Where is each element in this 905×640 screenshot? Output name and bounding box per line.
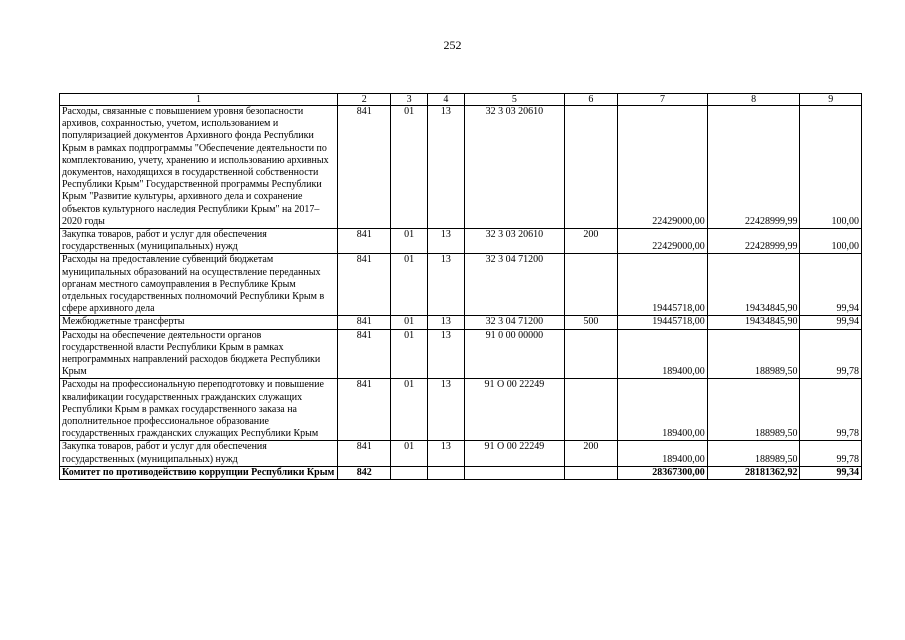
ministry-code: 841	[338, 441, 391, 466]
subsection-code	[427, 466, 464, 479]
section-code: 01	[391, 106, 427, 229]
target-article-code: 32 3 03 20610	[465, 229, 565, 254]
section-code: 01	[391, 379, 427, 441]
table-row	[60, 466, 862, 479]
column-header: 8	[707, 94, 800, 106]
target-article-code: 32 3 03 20610	[465, 106, 565, 229]
planned-amount: 22429000,00	[618, 106, 708, 229]
column-header: 3	[391, 94, 427, 106]
subsection-code: 13	[427, 106, 464, 229]
planned-amount: 189400,00	[618, 379, 708, 441]
item-name: Закупка товаров, работ и услуг для обеспечения государственных (муниципальных) нужд	[60, 229, 338, 254]
planned-amount: 189400,00	[618, 441, 708, 466]
ministry-code: 841	[338, 329, 391, 379]
section-code: 01	[391, 229, 427, 254]
subsection-code: 13	[427, 254, 464, 316]
item-name: Расходы на обеспечение деятельности органов государственной власти Республики Крым в рамках непрограммных направлений расходов бюджета Республики Крым	[60, 329, 338, 379]
target-article-code: 32 3 04 71200	[465, 316, 565, 329]
section-code	[391, 466, 427, 479]
execution-percent: 99,94	[800, 254, 862, 316]
expense-type-code	[564, 466, 617, 479]
expense-type-code: 500	[564, 316, 617, 329]
executed-amount: 22428999,99	[707, 229, 800, 254]
column-header: 4	[427, 94, 464, 106]
planned-amount: 189400,00	[618, 329, 708, 379]
table-row	[60, 316, 862, 329]
target-article-code: 91 О 00 22249	[465, 441, 565, 466]
expense-type-code	[564, 329, 617, 379]
table-row	[60, 329, 862, 379]
executed-amount: 188989,50	[707, 329, 800, 379]
section-code: 01	[391, 329, 427, 379]
ministry-code: 841	[338, 254, 391, 316]
ministry-code: 841	[338, 106, 391, 229]
table-body	[60, 106, 862, 480]
page-number: 252	[443, 38, 462, 52]
column-header: 7	[618, 94, 708, 106]
execution-percent: 99,78	[800, 379, 862, 441]
item-name: Закупка товаров, работ и услуг для обеспечения государственных (муниципальных) нужд	[60, 441, 338, 466]
execution-percent: 99,78	[800, 441, 862, 466]
subsection-code: 13	[427, 316, 464, 329]
executed-amount: 19434845,90	[707, 254, 800, 316]
target-article-code: 91 0 00 00000	[465, 329, 565, 379]
execution-percent: 99,78	[800, 329, 862, 379]
execution-percent: 99,34	[800, 466, 862, 479]
column-header: 1	[60, 94, 338, 106]
table-row	[60, 106, 862, 229]
planned-amount: 19445718,00	[618, 316, 708, 329]
column-header: 5	[465, 94, 565, 106]
item-name: Расходы на профессиональную переподготовку и повышение квалификации государственных гражданских служащих Республики Крым в рамках государственного заказа на дополнительное профессиональное образование государственных гражданских служащих Республики Крым	[60, 379, 338, 441]
section-code: 01	[391, 254, 427, 316]
expense-type-code: 200	[564, 441, 617, 466]
subsection-code: 13	[427, 229, 464, 254]
table-header-row	[60, 94, 862, 106]
table-row	[60, 229, 862, 254]
ministry-code: 841	[338, 379, 391, 441]
table-row	[60, 441, 862, 466]
expense-type-code	[564, 379, 617, 441]
executed-amount: 188989,50	[707, 379, 800, 441]
column-header: 2	[338, 94, 391, 106]
item-name: Расходы, связанные с повышением уровня безопасности архивов, сохранностью, учетом, использованием и популяризацией документов Архивного фонда Республики Крым в рамках подпрограммы "Обеспечение деятельности по комплектованию, учету, хранению и использованию архивных документов, находящихся в государственной собственности Республики Крым" Государственной программы Республики Крым "Развитие культуры, архивного дела и сохранение объектов культурного наследия Республики Крым" на 2017–2020 годы	[60, 106, 338, 229]
section-code: 01	[391, 316, 427, 329]
subsection-code: 13	[427, 329, 464, 379]
expense-type-code	[564, 106, 617, 229]
execution-percent: 100,00	[800, 229, 862, 254]
planned-amount: 22429000,00	[618, 229, 708, 254]
executed-amount: 19434845,90	[707, 316, 800, 329]
executed-amount: 188989,50	[707, 441, 800, 466]
column-header: 6	[564, 94, 617, 106]
column-header: 9	[800, 94, 862, 106]
target-article-code: 32 3 04 71200	[465, 254, 565, 316]
subsection-code: 13	[427, 379, 464, 441]
ministry-code: 841	[338, 316, 391, 329]
table-row	[60, 379, 862, 441]
executed-amount: 28181362,92	[707, 466, 800, 479]
ministry-code: 842	[338, 466, 391, 479]
target-article-code: 91 О 00 22249	[465, 379, 565, 441]
expense-type-code: 200	[564, 229, 617, 254]
table-row	[60, 254, 862, 316]
execution-percent: 99,94	[800, 316, 862, 329]
planned-amount: 28367300,00	[618, 466, 708, 479]
target-article-code	[465, 466, 565, 479]
ministry-code: 841	[338, 229, 391, 254]
budget-table	[59, 93, 862, 480]
planned-amount: 19445718,00	[618, 254, 708, 316]
subsection-code: 13	[427, 441, 464, 466]
section-code: 01	[391, 441, 427, 466]
item-name: Комитет по противодействию коррупции Республики Крым	[60, 466, 338, 479]
item-name: Расходы на предоставление субвенций бюджетам муниципальных образований на осуществление переданных органам местного самоуправления в Республике Крым отдельных государственных полномочий Республики Крым в сфере архивного дела	[60, 254, 338, 316]
expense-type-code	[564, 254, 617, 316]
executed-amount: 22428999,99	[707, 106, 800, 229]
execution-percent: 100,00	[800, 106, 862, 229]
item-name: Межбюджетные трансферты	[60, 316, 338, 329]
